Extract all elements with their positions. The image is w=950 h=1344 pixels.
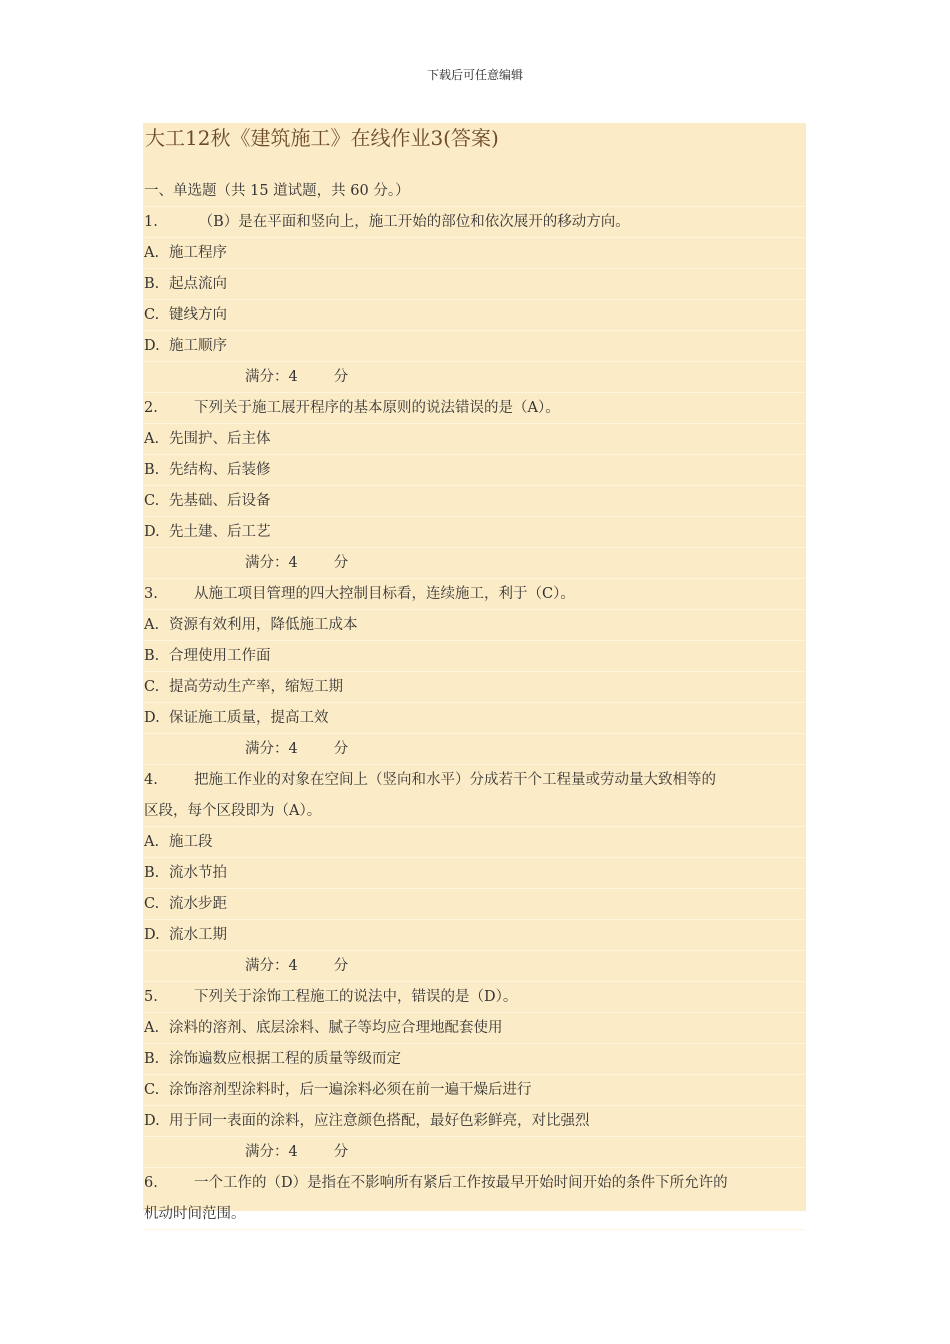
option-4-b: B. 流水节拍 [144,858,805,889]
option-3-b: B. 合理使用工作面 [144,641,805,672]
option-3-d: D. 保证施工质量，提高工效 [144,703,805,734]
option-3-c: C. 提高劳动生产率，缩短工期 [144,672,805,703]
option-1-b: B. 起点流向 [144,269,805,300]
option-1-c: C. 键线方向 [144,300,805,331]
question-text: 把施工作业的对象在空间上（竖向和水平）分成若干个工程量或劳动量大致相等的 [194,772,716,788]
question-number: 5. [144,989,158,1005]
score-3: 满分：4 分 [144,734,805,765]
score-2: 满分：4 分 [144,548,805,579]
question-text: 下列关于施工展开程序的基本原则的说法错误的是（A）。 [194,400,560,416]
option-2-c: C. 先基础、后设备 [144,486,805,517]
question-6 [144,1168,805,1230]
question-text-line2: 机动时间范围。 [144,1206,246,1222]
option-2-b: B. 先结构、后装修 [144,455,805,486]
question-number: 1. [144,214,158,230]
question-3 [144,579,805,610]
question-2 [144,393,805,424]
question-text: 一个工作的（D）是指在不影响所有紧后工作按最早开始时间开始的条件下所允许的 [194,1175,728,1191]
question-4 [144,765,805,827]
score-5: 满分：4 分 [144,1137,805,1168]
option-3-a: A. 资源有效利用，降低施工成本 [144,610,805,641]
question-5 [144,982,805,1013]
option-4-d: D. 流水工期 [144,920,805,951]
question-number: 6. [144,1175,158,1191]
option-1-d: D. 施工顺序 [144,331,805,362]
option-4-c: C. 流水步距 [144,889,805,920]
section-heading: 一、单选题（共 15 道试题，共 60 分。） [144,176,805,207]
question-number: 4. [144,772,158,788]
score-1: 满分：4 分 [144,362,805,393]
question-text: 下列关于涂饰工程施工的说法中，错误的是（D）。 [194,989,518,1005]
question-number: 2. [144,400,158,416]
page-title: 大工12秋《建筑施工》在线作业3(答案) [145,126,499,150]
option-2-a: A. 先围护、后主体 [144,424,805,455]
option-5-d: D. 用于同一表面的涂料，应注意颜色搭配，最好色彩鲜亮，对比强烈 [144,1106,805,1137]
option-4-a: A. 施工段 [144,827,805,858]
question-text: （B）是在平面和竖向上，施工开始的部位和依次展开的移动方向。 [194,214,630,230]
question-text: 从施工项目管理的四大控制目标看，连续施工，利于（C）。 [194,586,575,602]
question-number: 3. [144,586,158,602]
header-note: 下载后可任意编辑 [426,68,523,82]
question-1 [144,207,805,238]
question-text-line2: 区段，每个区段即为（A）。 [144,803,322,819]
score-4: 满分：4 分 [144,951,805,982]
option-5-a: A. 涂料的溶剂、底层涂料、腻子等均应合理地配套使用 [144,1013,805,1044]
option-5-c: C. 涂饰溶剂型涂料时，后一遍涂料必须在前一遍干燥后进行 [144,1075,805,1106]
option-2-d: D. 先土建、后工艺 [144,517,805,548]
option-5-b: B. 涂饰遍数应根据工程的质量等级而定 [144,1044,805,1075]
option-1-a: A. 施工程序 [144,238,805,269]
